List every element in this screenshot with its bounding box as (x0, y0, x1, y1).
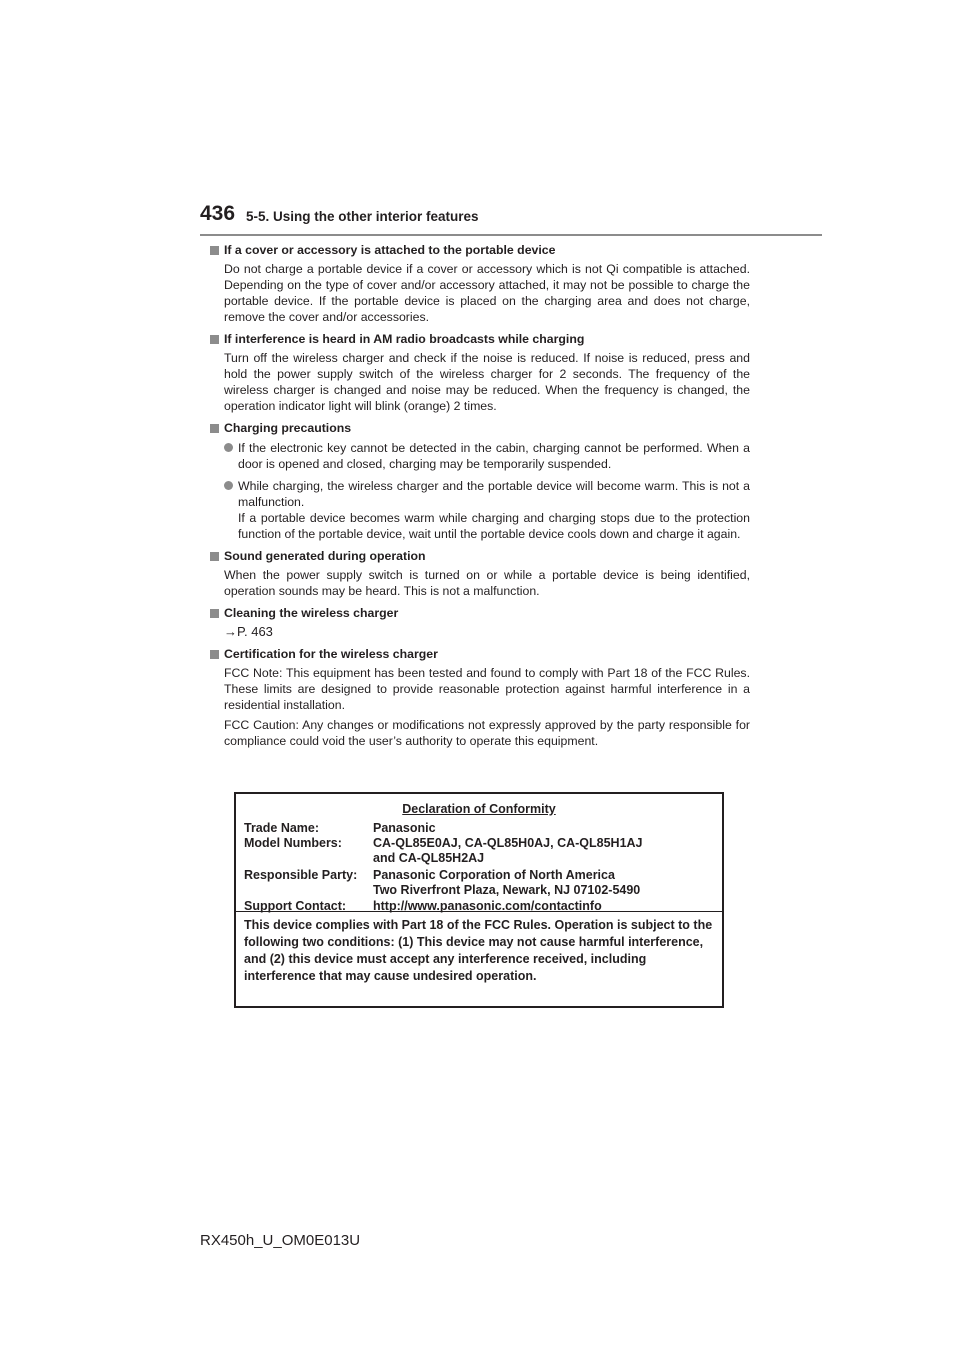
paragraph: Do not charge a portable device if a cover or accessory which is not Qi compatible is attached. Depending on the type of cover and/or accessory attached, it may not be possible to charge the portable device. If the portable device is placed on the charging area and does not charge, remove the cover and/or accessories. (224, 262, 750, 324)
section-title: 5-5. Using the other interior features (246, 209, 479, 224)
topic-certification (210, 646, 750, 749)
topic-title: Cleaning the wireless charger (210, 605, 750, 621)
topic-am-interference (210, 331, 750, 414)
support-contact-link[interactable]: http://www.panasonic.com/contactinfo (373, 899, 602, 913)
list-item (210, 478, 750, 542)
square-bullet-icon (210, 609, 219, 618)
paragraph: Turn off the wireless charger and check if the noise is reduced. If noise is reduced, press and hold the power supply switch of the wireless charger for 2 seconds. The frequency of the wireless charger is changed and noise may be reduced. When the frequency is changed, the operation indicator light will blink (orange) 2 times. (224, 351, 750, 413)
bullet-text: If the electronic key cannot be detected in the cabin, charging cannot be performed. When a door is opened and closed, charging may be temporarily suspended. (238, 441, 750, 471)
declaration-of-conformity (234, 792, 724, 1008)
square-bullet-icon (210, 424, 219, 433)
paragraph: FCC Caution: Any changes or modifications not expressly approved by the party responsible for compliance could void the user’s authority to operate this equipment. (224, 718, 750, 748)
trade-name-row (244, 821, 436, 835)
square-bullet-icon (210, 552, 219, 561)
topic-title: If a cover or accessory is attached to the portable device (210, 242, 750, 258)
topic-cleaning (210, 605, 750, 640)
paragraph: FCC Note: This equipment has been tested and found to comply with Part 18 of the FCC Rules. These limits are designed to provide reasonable protection against harmful interference in a residential installation. (224, 666, 750, 712)
topic-body (210, 261, 750, 325)
square-bullet-icon (210, 650, 219, 659)
topic-cover-accessory (210, 242, 750, 325)
responsible-party-label: Responsible Party: (244, 868, 358, 882)
page-header (200, 200, 822, 236)
topic-title: If interference is heard in AM radio broadcasts while charging (210, 331, 750, 347)
footer-code: RX450h_U_OM0E013U (200, 1232, 361, 1249)
compliance-statement: This device complies with Part 18 of the FCC Rules. Operation is subject to the following two conditions: (1) This device may not cause harmful interference, and (2) this device must accept any interference received, including interference that may cause undesired operation. (244, 918, 713, 983)
trade-name-label: Trade Name: (244, 821, 320, 835)
model-numbers-row (244, 836, 643, 850)
responsible-party-value: Panasonic Corporation of North America (373, 868, 615, 882)
model-numbers-label: Model Numbers: (244, 836, 342, 850)
list-item (210, 440, 750, 472)
bullet-text: While charging, the wireless charger and the portable device will become warm. This is not a malfunction. (238, 479, 750, 509)
model-numbers-value: and CA-QL85H2AJ (373, 851, 485, 865)
declaration-title: Declaration of Conformity (402, 802, 556, 816)
topic-body (210, 665, 750, 749)
trade-name-value: Panasonic (373, 821, 436, 835)
page-reference-link[interactable]: →P. 463 (224, 624, 273, 639)
model-numbers-value: CA-QL85E0AJ, CA-QL85H0AJ, CA-QL85H1AJ (373, 836, 643, 850)
topic-body (210, 350, 750, 414)
content (210, 242, 750, 755)
page-number: 436 (200, 202, 236, 225)
divider (236, 911, 722, 912)
responsible-party-address: Two Riverfront Plaza, Newark, NJ 07102-5490 (373, 883, 641, 897)
responsible-party-row-2 (244, 883, 640, 897)
bullet-text: If a portable device becomes warm while charging and charging stops due to the protection function of the portable device, wait until the portable device cools down and charge it again. (238, 511, 750, 541)
paragraph: When the power supply switch is turned on or while a portable device is being identified, operation sounds may be heard. This is not a malfunction. (224, 568, 750, 598)
topic-title: Charging precautions (210, 420, 750, 436)
topic-title: Sound generated during operation (210, 548, 750, 564)
model-numbers-row-2 (244, 851, 484, 865)
topic-title: Certification for the wireless charger (210, 646, 750, 662)
square-bullet-icon (210, 246, 219, 255)
topic-charging-precautions (210, 420, 750, 542)
square-bullet-icon (210, 335, 219, 344)
topic-sound-operation (210, 548, 750, 599)
circle-bullet-icon (224, 481, 233, 490)
topic-body (210, 567, 750, 599)
responsible-party-row (244, 868, 615, 882)
circle-bullet-icon (224, 443, 233, 452)
support-contact-label: Support Contact: (244, 899, 347, 913)
